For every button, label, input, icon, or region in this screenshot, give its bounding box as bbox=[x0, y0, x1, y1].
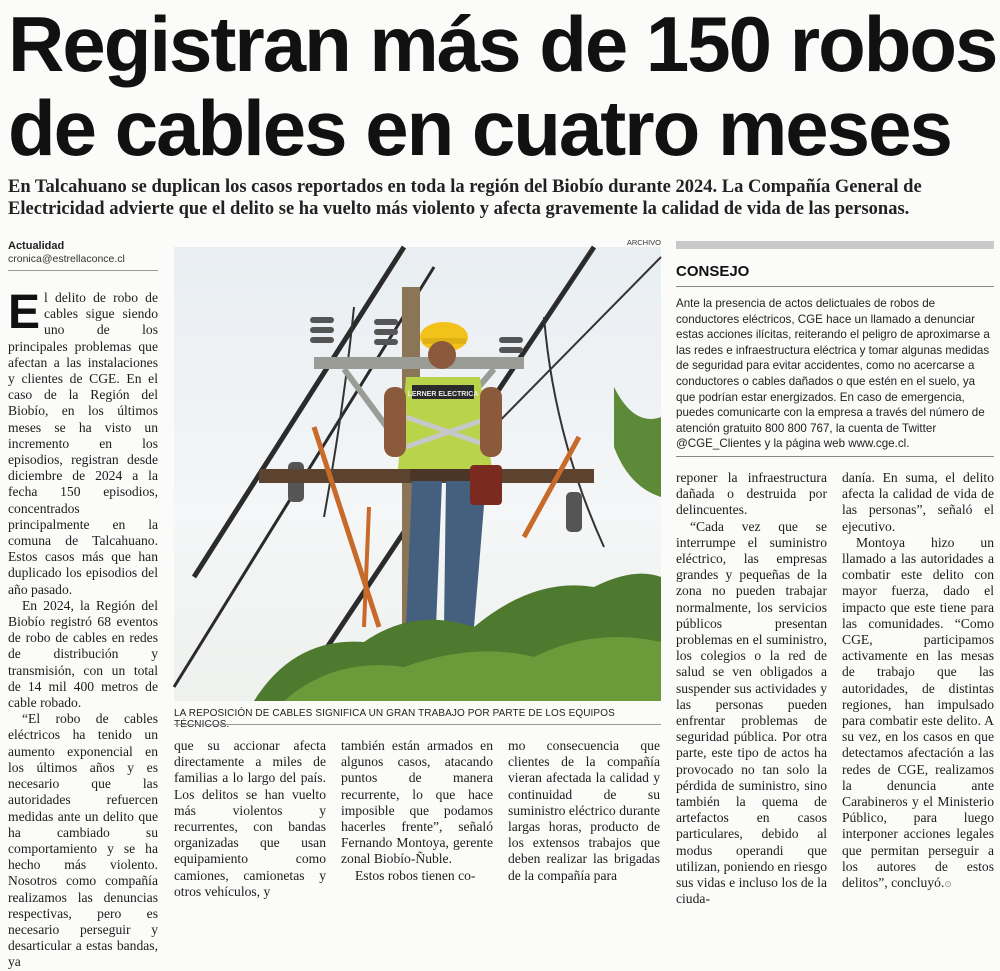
photo-block bbox=[174, 238, 661, 701]
author-email[interactable]: cronica@estrellaconce.cl bbox=[8, 253, 125, 265]
headline-line-2: de cables en cuatro meses bbox=[8, 84, 951, 172]
headline-line-1: Registran más de 150 robos bbox=[8, 0, 997, 88]
article-paragraph: “El robo de cables eléctricos ha tenido un aumento exponencial en los últimos años y es necesario que las autoridades refuercen medidas ante un delito que ha cambiado su comportamiento y se ha hecho más violento. Nosotros como compañía realizamos las denuncias respectivas, pero es necesario perseguir y desarticular a estas bandas, ya bbox=[8, 711, 158, 970]
article-paragraph: El delito de robo de cables sigue siendo uno de los principales problemas que afectan a las instalaciones y clientes de CGE. En el caso de la Región del Biobío, en los últimos meses se ha visto un incremento en los episodios, registran desde diciembre de 2024 a la fecha 150 episodios, concentrados principalmente en la comuna de Talcahuano. Estos casos más que han duplicado los episodios del año pasado. bbox=[8, 286, 158, 597]
sidebar-body: Ante la presencia de actos delictuales de robos de conductores eléctricos, CGE hace un llamado a denunciar estas acciones ilícitas, reiterando el peligro de aproximarse a las redes e infraestructura eléctrica y tomar algunas medidas de seguridad para evitar accidentes, como no acercarse a conductores o cables dañados o que estén en el suelo, ya que podrían estar energizados. En caso de emergencia, puedes comunicarte con la empresa a través del número de atención gratuito 800 800 767, la cuenta de Twitter @CGE_Clientes y la página web www.cge.cl. bbox=[676, 297, 990, 451]
section-label: Actualidad bbox=[8, 240, 65, 252]
article-column-3 bbox=[341, 738, 493, 883]
article-paragraph: mo consecuencia que clientes de la compañía vieran afectada la calidad y continuidad de su suministro eléctrico durante largas horas, producto de los extensos trabajos que deben realizar las brigadas de la compañía para bbox=[508, 738, 660, 883]
lineman-photo bbox=[174, 247, 661, 701]
end-mark-icon: ⊙ bbox=[944, 880, 952, 891]
sidebar-top-bar bbox=[676, 241, 994, 249]
article-paragraph: “Cada vez que se interrumpe el suministro eléctrico, las empresas grandes y pequeñas de la zona no pueden trabajar normalmente, los servicios públicos presentan problemas en el suministro, los colegios o la red de salud se ven obligados a suspender sus actividades y las personas pueden enfrentar problemas de seguridad pública. Por otra parte, este tipo de actos ha provocado no tan solo la pérdida de suministro, sino también la quema de artefactos en casos particulares, debido al modus operandi que utilizan, poniendo en riesgo sus vidas e incluso los de la ciuda- bbox=[676, 518, 828, 907]
article-column-6 bbox=[842, 470, 994, 891]
article-paragraph: también están armados en algunos casos, atacando puntos de manera recurrente, lo que hace imposible que podamos hacerles frente”, señaló Fernando Montoya, gerente zonal Biobío-Ñuble. bbox=[341, 738, 493, 867]
article-column-2 bbox=[174, 738, 326, 899]
photo-caption: LA REPOSICIÓN DE CABLES SIGNIFICA UN GRAN TRABAJO POR PARTE DE LOS EQUIPOS TÉCNICOS. bbox=[174, 708, 615, 730]
article-paragraph: danía. En suma, el delito afecta la calidad de vida de las personas”, señaló el ejecutivo. bbox=[842, 470, 994, 534]
article-paragraph: que su accionar afecta directamente a miles de familias a lo largo del país. Los delitos se han vuelto más violentos y recurrentes, con bandas organizadas que usan equipamiento como camiones, camionetas y otros vehículos, y bbox=[174, 738, 326, 899]
caption-divider bbox=[174, 724, 661, 725]
sidebar-title: CONSEJO bbox=[676, 263, 750, 280]
article-column-4 bbox=[508, 738, 660, 883]
sidebar-title-divider bbox=[676, 286, 994, 287]
article-paragraph: En 2024, la Región del Biobío registró 68 eventos de robo de cables en redes de distribución y transmisión, con un total de 14 mil 400 metros de cable robado. bbox=[8, 597, 158, 711]
byline-divider bbox=[8, 270, 158, 271]
article-paragraph: Estos robos tienen co- bbox=[355, 867, 476, 883]
article-column-5 bbox=[676, 470, 828, 907]
article-paragraph: reponer la infraestructura dañada o destruida por delincuentes. bbox=[676, 470, 827, 518]
vest-text: LERNER ELECTRICA bbox=[407, 391, 479, 398]
article-paragraph: Montoya hizo un llamado a las autoridades a combatir este delito con mayor fuerza, dado el impacto que este tiene para las comunidades. “Como CGE, participamos activamente en las mesas de trabajo que las autoridades, de distintas regiones, han impulsado para combatir este delito. A su vez, en los casos en que detectamos afectación a las redes de CGE, realizamos la denuncia ante Carabineros y el Ministerio Público, para luego interponer acciones legales que permitan perseguir a los autores de estos delitos”, concluyó.⊙ bbox=[842, 534, 994, 891]
advice-sidebar bbox=[676, 241, 994, 452]
drop-cap: E bbox=[8, 286, 41, 339]
sidebar-bottom-divider bbox=[676, 456, 994, 457]
article-column-1 bbox=[8, 286, 158, 970]
lede: En Talcahuano se duplican los casos reportados en toda la región del Biobío durante 2024. La Compañía General de Electricidad advierte que el delito se ha vuelto más violento y afecta gravemente la calidad de vida de las personas. bbox=[8, 177, 922, 219]
headline bbox=[8, 2, 998, 170]
photo-credit: ARCHIVO bbox=[626, 238, 661, 247]
